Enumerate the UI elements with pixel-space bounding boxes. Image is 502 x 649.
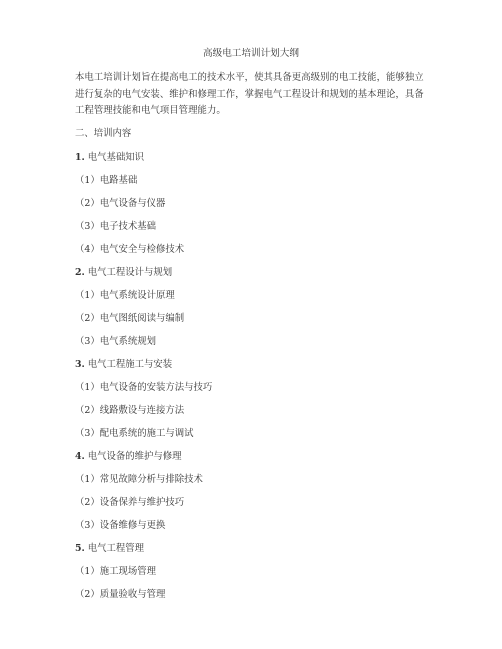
outline-subitem: （2）电气图纸阅读与编制	[75, 313, 185, 324]
outline-subitem: （2）电气设备与仪器	[75, 198, 166, 209]
outline-subitem: （1）电气设备的安装方法与技巧	[75, 382, 213, 393]
outline-subitem: （4）电气安全与检修技术	[75, 244, 185, 255]
outline-item-number: 1.	[75, 152, 85, 163]
section-heading: 二、培训内容	[75, 128, 132, 139]
outline-item	[75, 542, 144, 556]
outline-item-number: 3.	[75, 359, 85, 370]
outline-item	[75, 151, 144, 165]
outline-item-number: 4.	[75, 451, 85, 462]
outline-item-text: 电气设备的维护与修理	[84, 451, 182, 462]
outline-item-text: 电气基础知识	[84, 152, 145, 163]
outline-item	[75, 266, 172, 280]
intro-paragraph: 本电工培训计划旨在提高电工的技术水平，使其具备更高级别的电工技能，能够独立进行复杂的电气安装、维护和修理工作，掌握电气工程设计和规划的基本理论，具备工程管理技能和电气项目管理能力。	[75, 72, 424, 116]
outline-item	[75, 358, 172, 372]
outline-subitem: （3）设备维修与更换	[75, 520, 166, 531]
outline-subitem: （1）施工现场管理	[75, 566, 156, 577]
outline-subitem: （1）常见故障分析与排除技术	[75, 474, 203, 485]
outline-item-text: 电气工程设计与规划	[84, 267, 173, 278]
outline-item-text: 电气工程施工与安装	[84, 359, 173, 370]
outline-subitem: （1）电气系统设计原理	[75, 290, 175, 301]
outline-subitem: （2）设备保养与维护技巧	[75, 497, 185, 508]
outline-item-number: 2.	[75, 267, 85, 278]
outline-subitem: （2）线路敷设与连接方法	[75, 405, 185, 416]
document-title: 高级电工培训计划大纲	[203, 48, 299, 59]
outline-subitem: （3）配电系统的施工与调试	[75, 428, 194, 439]
outline-subitem: （1）电路基础	[75, 175, 138, 186]
outline-item-text: 电气工程管理	[84, 543, 145, 554]
outline-subitem: （3）电气系统规划	[75, 336, 156, 347]
outline-item	[75, 450, 182, 464]
outline-subitem: （3）电子技术基础	[75, 221, 156, 232]
outline-subitem: （2）质量验收与管理	[75, 589, 166, 600]
outline-item-number: 5.	[75, 543, 85, 554]
